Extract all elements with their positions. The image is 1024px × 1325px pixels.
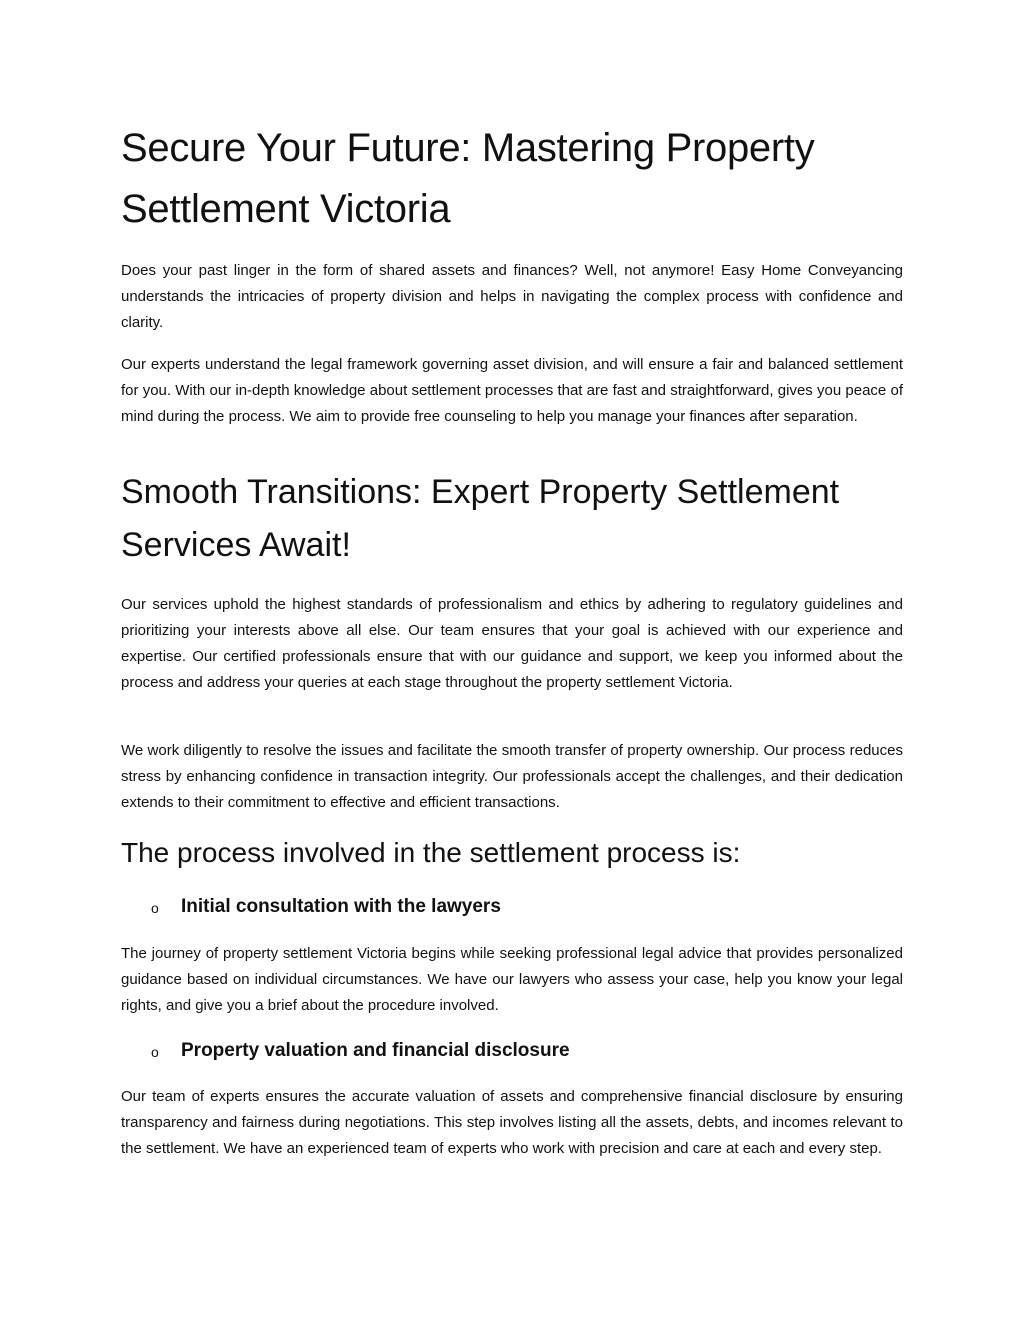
section-heading-process: The process involved in the settlement process is:	[121, 837, 741, 868]
step-1-heading	[121, 894, 903, 922]
bullet-circle-icon: o	[151, 1044, 159, 1060]
step-1-body: The journey of property settlement Victoria begins while seeking professional legal advice that provides personalized guidance based on individual circumstances. We have our lawyers who assess your case, help you know your legal rights, and give you a brief about the procedure involved.	[121, 945, 903, 1014]
section2-paragraph-1: Our services uphold the highest standards of professionalism and ethics by adhering to regulatory guidelines and prioritizing your interests above all else. Our team ensures that your goal is achieved with our experience and expertise. Our certified professionals ensure that with our guidance and support, we keep you informed about the process and address your queries at each stage throughout the property settlement Victoria.	[121, 596, 903, 691]
step-1-title: Initial consultation with the lawyers	[181, 896, 501, 917]
step-2-title: Property valuation and financial disclosure	[181, 1040, 570, 1061]
step-2-body: Our team of experts ensures the accurate valuation of assets and comprehensive financial disclosure by ensuring transparency and fairness during negotiations. This step involves listing all the assets, debts, and incomes relevant to the settlement. We have an experienced team of experts who work with precision and care at each and every step.	[121, 1088, 903, 1157]
section2-paragraph-2: We work diligently to resolve the issues and facilitate the smooth transfer of property ownership. Our process reduces stress by enhancing confidence in transaction integrity. Our professionals accept the challenges, and their dedication extends to their commitment to effective and efficient transactions.	[121, 742, 903, 811]
page-title: Secure Your Future: Mastering Property Settlement Victoria	[121, 126, 815, 231]
intro-paragraph-1: Does your past linger in the form of shared assets and finances? Well, not anymore! Easy Home Conveyancing understands the intricacies of property division and helps in navigating the complex process with confidence and clarity.	[121, 262, 903, 331]
section-heading-smooth-transitions: Smooth Transitions: Expert Property Settlement Services Await!	[121, 473, 840, 564]
bullet-circle-icon: o	[151, 900, 159, 916]
step-2-heading	[121, 1038, 903, 1066]
intro-paragraph-2: Our experts understand the legal framework governing asset division, and will ensure a fair and balanced settlement for you. With our in-depth knowledge about settlement processes that are fast and straightforward, gives you peace of mind during the process. We aim to provide free counseling to help you manage your finances after separation.	[121, 356, 903, 425]
